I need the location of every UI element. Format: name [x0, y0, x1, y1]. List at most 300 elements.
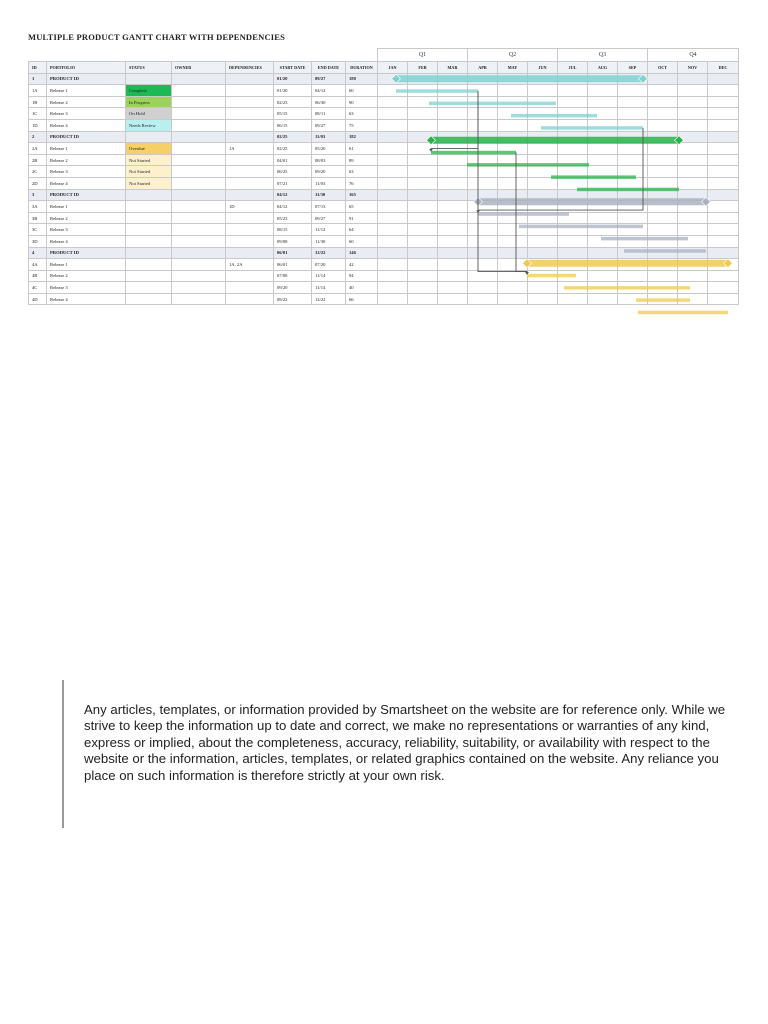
release-bar — [638, 311, 728, 315]
month-header: APR — [468, 62, 498, 74]
row-id: 1A — [29, 85, 47, 97]
status-cell — [126, 259, 172, 271]
timeline-cell — [708, 131, 739, 143]
timeline-cell — [588, 247, 618, 259]
timeline-cell — [528, 235, 558, 247]
duration-cell: 63 — [346, 108, 378, 120]
timeline-cell — [588, 131, 618, 143]
timeline-cell — [678, 212, 708, 224]
timeline-cell — [678, 270, 708, 282]
timeline-cell — [408, 259, 438, 271]
owner-cell — [172, 293, 226, 305]
timeline-cell — [648, 131, 678, 143]
timeline-cell — [678, 73, 708, 85]
column-header: START DATE — [274, 62, 312, 74]
timeline-cell — [588, 235, 618, 247]
timeline-cell — [618, 224, 648, 236]
timeline-cell — [618, 235, 648, 247]
column-header: DURATION — [346, 62, 378, 74]
row-id: 3A — [29, 201, 47, 213]
timeline-cell — [618, 166, 648, 178]
timeline-cell — [408, 247, 438, 259]
month-header: FEB — [408, 62, 438, 74]
portfolio-cell: Release 1 — [47, 85, 126, 97]
timeline-cell — [558, 108, 588, 120]
timeline-cell — [468, 143, 498, 155]
timeline-cell — [438, 119, 468, 131]
dependencies-cell — [226, 154, 274, 166]
status-cell: Complete — [126, 85, 172, 97]
timeline-cell — [378, 201, 408, 213]
timeline-cell — [438, 73, 468, 85]
owner-cell — [172, 131, 226, 143]
timeline-cell — [468, 212, 498, 224]
duration-cell: 75 — [346, 119, 378, 131]
timeline-cell — [378, 189, 408, 201]
timeline-cell — [498, 270, 528, 282]
timeline-cell — [588, 73, 618, 85]
month-header: NOV — [678, 62, 708, 74]
duration-cell: 42 — [346, 259, 378, 271]
timeline-cell — [378, 259, 408, 271]
start-date-cell: 09/08 — [274, 235, 312, 247]
timeline-cell — [678, 96, 708, 108]
status-cell — [126, 224, 172, 236]
product-row — [29, 73, 739, 85]
timeline-cell — [558, 85, 588, 97]
timeline-cell — [678, 282, 708, 294]
timeline-cell — [438, 282, 468, 294]
row-id: 4C — [29, 282, 47, 294]
row-id: 3D — [29, 235, 47, 247]
release-row — [29, 154, 739, 166]
end-date-cell: 07/13 — [312, 201, 346, 213]
quarter-header-row — [29, 49, 739, 62]
timeline-cell — [648, 259, 678, 271]
timeline-cell — [618, 259, 648, 271]
timeline-cell — [708, 189, 739, 201]
timeline-cell — [588, 259, 618, 271]
timeline-cell — [618, 85, 648, 97]
timeline-cell — [648, 119, 678, 131]
end-date-cell: 09/27 — [312, 212, 346, 224]
timeline-cell — [408, 189, 438, 201]
timeline-cell — [528, 259, 558, 271]
timeline-cell — [678, 131, 708, 143]
end-date-cell: 12/22 — [312, 293, 346, 305]
timeline-cell — [528, 212, 558, 224]
timeline-cell — [648, 189, 678, 201]
timeline-cell — [408, 143, 438, 155]
timeline-cell — [408, 224, 438, 236]
timeline-cell — [408, 131, 438, 143]
timeline-cell — [678, 247, 708, 259]
timeline-cell — [558, 259, 588, 271]
timeline-cell — [378, 247, 408, 259]
timeline-cell — [678, 143, 708, 155]
portfolio-cell: Release 3 — [47, 282, 126, 294]
disclaimer-rule — [62, 680, 64, 828]
timeline-cell — [528, 154, 558, 166]
timeline-cell — [528, 201, 558, 213]
timeline-cell — [648, 212, 678, 224]
timeline-cell — [558, 96, 588, 108]
duration-cell: 60 — [346, 85, 378, 97]
timeline-cell — [678, 108, 708, 120]
duration-cell: 182 — [346, 131, 378, 143]
timeline-cell — [618, 270, 648, 282]
timeline-cell — [468, 85, 498, 97]
timeline-cell — [708, 293, 739, 305]
timeline-cell — [648, 270, 678, 282]
timeline-cell — [438, 224, 468, 236]
status-cell — [126, 212, 172, 224]
release-row — [29, 282, 739, 294]
timeline-cell — [378, 143, 408, 155]
row-id: 1B — [29, 96, 47, 108]
timeline-cell — [678, 293, 708, 305]
portfolio-cell: Release 3 — [47, 166, 126, 178]
row-id: 2A — [29, 143, 47, 155]
timeline-cell — [468, 154, 498, 166]
dependencies-cell — [226, 224, 274, 236]
month-header: MAY — [498, 62, 528, 74]
start-date-cell: 09/20 — [274, 282, 312, 294]
row-id: 3C — [29, 224, 47, 236]
timeline-cell — [528, 166, 558, 178]
timeline-cell — [618, 96, 648, 108]
timeline-cell — [378, 166, 408, 178]
timeline-cell — [498, 177, 528, 189]
timeline-cell — [468, 224, 498, 236]
start-date-cell: 02/25 — [274, 131, 312, 143]
duration-cell: 94 — [346, 270, 378, 282]
dependencies-cell — [226, 73, 274, 85]
start-date-cell: 01/20 — [274, 73, 312, 85]
portfolio-cell: Release 4 — [47, 119, 126, 131]
timeline-cell — [438, 212, 468, 224]
timeline-cell — [588, 108, 618, 120]
timeline-cell — [558, 282, 588, 294]
timeline-cell — [378, 119, 408, 131]
portfolio-cell: PRODUCT ID — [47, 247, 126, 259]
owner-cell — [172, 85, 226, 97]
timeline-cell — [468, 96, 498, 108]
timeline-cell — [708, 108, 739, 120]
portfolio-cell: Release 2 — [47, 212, 126, 224]
disclaimer-block — [62, 680, 742, 828]
start-date-cell: 07/21 — [274, 177, 312, 189]
end-date-cell: 11/14 — [312, 270, 346, 282]
status-cell — [126, 270, 172, 282]
timeline-cell — [528, 96, 558, 108]
timeline-cell — [648, 85, 678, 97]
end-date-cell: 06/30 — [312, 96, 346, 108]
timeline-cell — [618, 282, 648, 294]
timeline-cell — [438, 96, 468, 108]
gantt-table — [28, 48, 739, 305]
timeline-cell — [498, 293, 528, 305]
timeline-cell — [438, 108, 468, 120]
row-id: 4D — [29, 293, 47, 305]
timeline-cell — [618, 119, 648, 131]
timeline-cell — [618, 189, 648, 201]
timeline-cell — [588, 143, 618, 155]
timeline-cell — [378, 235, 408, 247]
timeline-cell — [648, 201, 678, 213]
timeline-cell — [588, 85, 618, 97]
timeline-cell — [468, 235, 498, 247]
dependencies-cell — [226, 131, 274, 143]
timeline-cell — [708, 201, 739, 213]
timeline-cell — [618, 201, 648, 213]
timeline-cell — [378, 96, 408, 108]
end-date-cell: 07/20 — [312, 259, 346, 271]
timeline-cell — [558, 247, 588, 259]
portfolio-cell: PRODUCT ID — [47, 189, 126, 201]
start-date-cell: 09/22 — [274, 293, 312, 305]
portfolio-cell: Release 3 — [47, 108, 126, 120]
duration-cell: 180 — [346, 73, 378, 85]
portfolio-cell: Release 1 — [47, 259, 126, 271]
duration-cell: 64 — [346, 224, 378, 236]
timeline-cell — [708, 270, 739, 282]
timeline-cell — [498, 131, 528, 143]
dependencies-cell: 1A — [226, 143, 274, 155]
timeline-cell — [468, 201, 498, 213]
start-date-cell: 07/08 — [274, 270, 312, 282]
timeline-cell — [468, 119, 498, 131]
timeline-cell — [498, 119, 528, 131]
timeline-cell — [408, 166, 438, 178]
row-id: 3 — [29, 189, 47, 201]
timeline-cell — [438, 154, 468, 166]
timeline-cell — [558, 201, 588, 213]
timeline-cell — [408, 270, 438, 282]
timeline-cell — [528, 293, 558, 305]
end-date-cell: 12/22 — [312, 247, 346, 259]
month-header: MAR — [438, 62, 468, 74]
dependencies-cell — [226, 293, 274, 305]
quarter-label: Q2 — [468, 49, 558, 62]
owner-cell — [172, 143, 226, 155]
timeline-cell — [408, 85, 438, 97]
end-date-cell: 09/27 — [312, 119, 346, 131]
status-cell: On Hold — [126, 108, 172, 120]
product-row — [29, 189, 739, 201]
timeline-cell — [708, 235, 739, 247]
timeline-cell — [618, 154, 648, 166]
timeline-cell — [528, 119, 558, 131]
timeline-cell — [498, 282, 528, 294]
timeline-cell — [648, 177, 678, 189]
timeline-cell — [588, 177, 618, 189]
dependencies-cell — [226, 96, 274, 108]
owner-cell — [172, 270, 226, 282]
duration-cell: 40 — [346, 282, 378, 294]
column-header: END DATE — [312, 62, 346, 74]
timeline-cell — [588, 293, 618, 305]
timeline-cell — [408, 293, 438, 305]
timeline-cell — [558, 119, 588, 131]
row-id: 2D — [29, 177, 47, 189]
release-row — [29, 293, 739, 305]
duration-cell: 89 — [346, 154, 378, 166]
timeline-cell — [618, 293, 648, 305]
timeline-cell — [648, 293, 678, 305]
timeline-cell — [708, 73, 739, 85]
timeline-cell — [558, 270, 588, 282]
timeline-cell — [408, 282, 438, 294]
end-date-cell: 11/03 — [312, 131, 346, 143]
owner-cell — [172, 224, 226, 236]
dependencies-cell — [226, 212, 274, 224]
timeline-cell — [708, 259, 739, 271]
timeline-cell — [618, 212, 648, 224]
timeline-cell — [558, 143, 588, 155]
start-date-cell: 06/15 — [274, 119, 312, 131]
month-header: DEC — [708, 62, 739, 74]
quarter-label: Q1 — [378, 49, 468, 62]
duration-cell: 60 — [346, 235, 378, 247]
column-header: OWNER — [172, 62, 226, 74]
timeline-cell — [378, 212, 408, 224]
start-date-cell: 01/20 — [274, 85, 312, 97]
timeline-cell — [678, 166, 708, 178]
timeline-cell — [378, 108, 408, 120]
dependencies-cell — [226, 177, 274, 189]
timeline-cell — [378, 131, 408, 143]
timeline-cell — [558, 177, 588, 189]
timeline-cell — [708, 143, 739, 155]
column-header: PORTFOLIO — [47, 62, 126, 74]
owner-cell — [172, 235, 226, 247]
timeline-cell — [378, 293, 408, 305]
timeline-cell — [408, 96, 438, 108]
timeline-cell — [468, 282, 498, 294]
timeline-cell — [678, 224, 708, 236]
release-row — [29, 259, 739, 271]
timeline-cell — [378, 85, 408, 97]
timeline-cell — [588, 189, 618, 201]
timeline-cell — [408, 154, 438, 166]
gantt-sheet — [28, 48, 738, 325]
timeline-cell — [528, 177, 558, 189]
status-cell: Not Started — [126, 177, 172, 189]
owner-cell — [172, 247, 226, 259]
start-date-cell: 02/23 — [274, 96, 312, 108]
timeline-cell — [498, 235, 528, 247]
quarter-label: Q4 — [648, 49, 739, 62]
timeline-cell — [648, 143, 678, 155]
row-id: 2 — [29, 131, 47, 143]
start-date-cell: 06/01 — [274, 259, 312, 271]
timeline-cell — [498, 96, 528, 108]
timeline-cell — [378, 270, 408, 282]
timeline-cell — [648, 96, 678, 108]
row-id: 3B — [29, 212, 47, 224]
dependencies-cell — [226, 85, 274, 97]
timeline-cell — [498, 247, 528, 259]
duration-cell: 76 — [346, 177, 378, 189]
timeline-cell — [708, 247, 739, 259]
timeline-cell — [618, 108, 648, 120]
timeline-cell — [498, 212, 528, 224]
timeline-cell — [648, 154, 678, 166]
portfolio-cell: Release 4 — [47, 293, 126, 305]
month-header: SEP — [618, 62, 648, 74]
end-date-cell: 05/20 — [312, 143, 346, 155]
dependencies-cell — [226, 270, 274, 282]
owner-cell — [172, 212, 226, 224]
timeline-cell — [408, 201, 438, 213]
timeline-cell — [408, 235, 438, 247]
release-row — [29, 166, 739, 178]
timeline-cell — [438, 189, 468, 201]
timeline-cell — [528, 108, 558, 120]
timeline-cell — [498, 259, 528, 271]
release-row — [29, 201, 739, 213]
month-header: JAN — [378, 62, 408, 74]
release-row — [29, 96, 739, 108]
owner-cell — [172, 259, 226, 271]
timeline-cell — [708, 154, 739, 166]
timeline-cell — [468, 166, 498, 178]
timeline-cell — [678, 189, 708, 201]
timeline-cell — [678, 177, 708, 189]
portfolio-cell: Release 1 — [47, 201, 126, 213]
column-header: STATUS — [126, 62, 172, 74]
quarter-label: Q3 — [558, 49, 648, 62]
timeline-cell — [528, 189, 558, 201]
end-date-cell: 08/11 — [312, 108, 346, 120]
timeline-cell — [378, 73, 408, 85]
row-id: 2C — [29, 166, 47, 178]
timeline-cell — [438, 143, 468, 155]
release-row — [29, 143, 739, 155]
timeline-cell — [408, 73, 438, 85]
release-row — [29, 119, 739, 131]
timeline-cell — [498, 108, 528, 120]
owner-cell — [172, 73, 226, 85]
duration-cell: 61 — [346, 143, 378, 155]
timeline-cell — [438, 131, 468, 143]
start-date-cell: 06/25 — [274, 166, 312, 178]
release-row — [29, 212, 739, 224]
timeline-cell — [678, 119, 708, 131]
timeline-cell — [438, 166, 468, 178]
status-cell — [126, 247, 172, 259]
timeline-cell — [558, 154, 588, 166]
timeline-cell — [438, 201, 468, 213]
end-date-cell: 09/20 — [312, 166, 346, 178]
timeline-cell — [558, 131, 588, 143]
timeline-cell — [558, 293, 588, 305]
month-header: AUG — [588, 62, 618, 74]
timeline-cell — [378, 282, 408, 294]
timeline-cell — [588, 166, 618, 178]
timeline-cell — [558, 235, 588, 247]
timeline-cell — [588, 96, 618, 108]
status-cell — [126, 282, 172, 294]
timeline-cell — [408, 212, 438, 224]
product-row — [29, 131, 739, 143]
row-id: 1C — [29, 108, 47, 120]
timeline-cell — [498, 154, 528, 166]
duration-cell: 146 — [346, 247, 378, 259]
timeline-cell — [678, 85, 708, 97]
month-header: JUL — [558, 62, 588, 74]
